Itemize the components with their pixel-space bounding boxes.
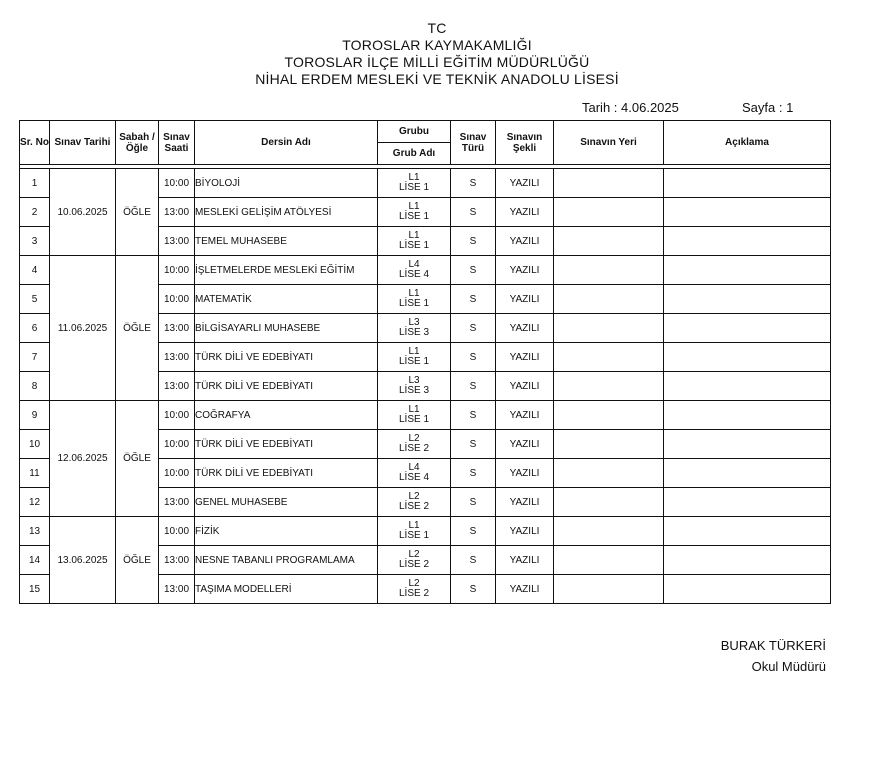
group-cell [378, 314, 451, 343]
exam-type: S [451, 459, 496, 488]
group-code: L2 [408, 491, 420, 502]
course-name: TÜRK DİLİ VE EDEBİYATI [195, 430, 378, 459]
exam-type: S [451, 198, 496, 227]
exam-place [554, 517, 664, 546]
exam-date: 11.06.2025 [50, 256, 116, 401]
group-name: LİSE 4 [398, 472, 430, 483]
exam-form: YAZILI [496, 198, 554, 227]
document-header [0, 20, 874, 88]
exam-form: YAZILI [496, 430, 554, 459]
group-cell [378, 227, 451, 256]
exam-place [554, 430, 664, 459]
exam-form: YAZILI [496, 227, 554, 256]
row-number: 12 [20, 488, 50, 517]
exam-type: S [451, 488, 496, 517]
exam-place [554, 488, 664, 517]
group-code: L1 [408, 172, 420, 183]
exam-type: S [451, 546, 496, 575]
group-name: LİSE 4 [398, 269, 430, 280]
group-name: LİSE 2 [398, 588, 430, 599]
group-code: L2 [408, 578, 420, 589]
group-cell [378, 488, 451, 517]
exam-type: S [451, 372, 496, 401]
course-name: MESLEKİ GELİŞİM ATÖLYESİ [195, 198, 378, 227]
date-field [582, 100, 679, 115]
course-name: TÜRK DİLİ VE EDEBİYATI [195, 459, 378, 488]
row-number: 1 [20, 169, 50, 198]
group-code: L1 [408, 288, 420, 299]
exam-place [554, 546, 664, 575]
exam-time: 13:00 [159, 546, 195, 575]
exam-note [664, 314, 831, 343]
group-cell [378, 546, 451, 575]
exam-place [554, 575, 664, 604]
group-cell [378, 575, 451, 604]
exam-place [554, 227, 664, 256]
exam-type: S [451, 169, 496, 198]
group-name: LİSE 3 [398, 385, 430, 396]
group-name: LİSE 1 [398, 182, 430, 193]
row-number: 3 [20, 227, 50, 256]
exam-session: ÖĞLE [116, 256, 159, 401]
group-code: L1 [408, 230, 420, 241]
header-sr-no: Sr. No [20, 121, 50, 165]
exam-form: YAZILI [496, 575, 554, 604]
group-code: L3 [408, 375, 420, 386]
header-grub-adi: Grub Adı [378, 143, 451, 165]
exam-note [664, 343, 831, 372]
group-code: L1 [408, 201, 420, 212]
header-line-tc: TC [427, 20, 447, 36]
group-cell [378, 256, 451, 285]
group-code: L1 [408, 520, 420, 531]
exam-session: ÖĞLE [116, 169, 159, 256]
course-name: TÜRK DİLİ VE EDEBİYATI [195, 372, 378, 401]
exam-form: YAZILI [496, 488, 554, 517]
page-label: Sayfa : [742, 100, 783, 115]
exam-note [664, 459, 831, 488]
date-value: 4.06.2025 [621, 100, 679, 115]
row-number: 9 [20, 401, 50, 430]
row-number: 8 [20, 372, 50, 401]
exam-time: 10:00 [159, 430, 195, 459]
group-name: LİSE 1 [398, 356, 430, 367]
header-sinavin-sekli: Sınavın Şekli [496, 121, 554, 165]
row-number: 10 [20, 430, 50, 459]
table-row [20, 401, 831, 430]
exam-place [554, 459, 664, 488]
course-name: BİYOLOJİ [195, 169, 378, 198]
exam-time: 10:00 [159, 517, 195, 546]
header-line-kaymakamlik: TOROSLAR KAYMAKAMLIĞI [342, 37, 532, 53]
header-sinav-tarihi: Sınav Tarihi [50, 121, 116, 165]
exam-place [554, 401, 664, 430]
exam-date: 10.06.2025 [50, 169, 116, 256]
course-name: MATEMATİK [195, 285, 378, 314]
course-name: İŞLETMELERDE MESLEKİ EĞİTİM [195, 256, 378, 285]
header-sinavin-yeri: Sınavın Yeri [554, 121, 664, 165]
group-cell [378, 169, 451, 198]
exam-time: 13:00 [159, 575, 195, 604]
group-code: L3 [408, 317, 420, 328]
exam-note [664, 575, 831, 604]
group-code: L2 [408, 433, 420, 444]
group-cell [378, 430, 451, 459]
exam-place [554, 314, 664, 343]
row-number: 5 [20, 285, 50, 314]
group-name: LİSE 2 [398, 443, 430, 454]
exam-form: YAZILI [496, 546, 554, 575]
exam-rows [20, 165, 831, 604]
exam-form: YAZILI [496, 285, 554, 314]
course-name: TAŞIMA MODELLERİ [195, 575, 378, 604]
group-code: L1 [408, 346, 420, 357]
exam-time: 13:00 [159, 488, 195, 517]
course-name: BİLGİSAYARLI MUHASEBE [195, 314, 378, 343]
group-cell [378, 285, 451, 314]
page-field [742, 100, 793, 115]
group-cell [378, 343, 451, 372]
table-row [20, 256, 831, 285]
group-name: LİSE 2 [398, 501, 430, 512]
group-cell [378, 372, 451, 401]
header-line-school: NİHAL ERDEM MESLEKİ VE TEKNİK ANADOLU LİSESİ [255, 71, 619, 87]
exam-note [664, 227, 831, 256]
exam-type: S [451, 285, 496, 314]
exam-place [554, 198, 664, 227]
table-row [20, 517, 831, 546]
row-number: 7 [20, 343, 50, 372]
exam-place [554, 343, 664, 372]
exam-note [664, 198, 831, 227]
group-cell [378, 198, 451, 227]
group-code: L1 [408, 404, 420, 415]
exam-note [664, 517, 831, 546]
header-dersin-adi: Dersin Adı [195, 121, 378, 165]
exam-type: S [451, 227, 496, 256]
exam-time: 13:00 [159, 343, 195, 372]
exam-form: YAZILI [496, 517, 554, 546]
page-value: 1 [786, 100, 794, 115]
exam-type: S [451, 430, 496, 459]
course-name: COĞRAFYA [195, 401, 378, 430]
exam-time: 10:00 [159, 401, 195, 430]
exam-time: 10:00 [159, 169, 195, 198]
group-name: LİSE 2 [398, 559, 430, 570]
exam-form: YAZILI [496, 459, 554, 488]
group-name: LİSE 1 [398, 530, 430, 541]
header-aciklama: Açıklama [664, 121, 831, 165]
row-number: 15 [20, 575, 50, 604]
group-cell [378, 401, 451, 430]
exam-place [554, 256, 664, 285]
exam-time: 10:00 [159, 285, 195, 314]
exam-time: 13:00 [159, 227, 195, 256]
exam-time: 10:00 [159, 256, 195, 285]
exam-type: S [451, 517, 496, 546]
exam-note [664, 285, 831, 314]
exam-time: 13:00 [159, 314, 195, 343]
signatory-title: Okul Müdürü [751, 659, 826, 674]
table-row [20, 169, 831, 198]
exam-type: S [451, 256, 496, 285]
group-cell [378, 459, 451, 488]
group-cell [378, 517, 451, 546]
group-name: LİSE 1 [398, 211, 430, 222]
group-code: L4 [408, 462, 420, 473]
row-number: 13 [20, 517, 50, 546]
header-sinav-turu: Sınav Türü [451, 121, 496, 165]
exam-note [664, 372, 831, 401]
exam-date: 12.06.2025 [50, 401, 116, 517]
exam-type: S [451, 314, 496, 343]
exam-session: ÖĞLE [116, 401, 159, 517]
exam-note [664, 401, 831, 430]
exam-note [664, 430, 831, 459]
exam-date: 13.06.2025 [50, 517, 116, 604]
exam-form: YAZILI [496, 372, 554, 401]
header-sabah-ogle: Sabah / Öğle [116, 121, 159, 165]
exam-time: 13:00 [159, 372, 195, 401]
exam-note [664, 169, 831, 198]
exam-session: ÖĞLE [116, 517, 159, 604]
course-name: TEMEL MUHASEBE [195, 227, 378, 256]
course-name: GENEL MUHASEBE [195, 488, 378, 517]
exam-form: YAZILI [496, 169, 554, 198]
exam-schedule-table [19, 120, 831, 604]
exam-type: S [451, 575, 496, 604]
exam-form: YAZILI [496, 314, 554, 343]
exam-note [664, 488, 831, 517]
exam-time: 10:00 [159, 459, 195, 488]
course-name: FİZİK [195, 517, 378, 546]
exam-place [554, 285, 664, 314]
signatory-name: BURAK TÜRKERİ [720, 638, 826, 653]
exam-note [664, 546, 831, 575]
exam-form: YAZILI [496, 343, 554, 372]
course-name: NESNE TABANLI PROGRAMLAMA [195, 546, 378, 575]
group-name: LİSE 1 [398, 298, 430, 309]
header-grubu: Grubu [378, 121, 451, 143]
group-code: L2 [408, 549, 420, 560]
exam-place [554, 169, 664, 198]
group-name: LİSE 1 [398, 414, 430, 425]
exam-type: S [451, 343, 496, 372]
header-line-mudurluk: TOROSLAR İLÇE MİLLİ EĞİTİM MÜDÜRLÜĞÜ [284, 54, 590, 70]
group-code: L4 [408, 259, 420, 270]
row-number: 11 [20, 459, 50, 488]
exam-time: 13:00 [159, 198, 195, 227]
exam-place [554, 372, 664, 401]
course-name: TÜRK DİLİ VE EDEBİYATI [195, 343, 378, 372]
header-sinav-saati: Sınav Saati [159, 121, 195, 165]
row-number: 2 [20, 198, 50, 227]
date-label: Tarih : [582, 100, 618, 115]
exam-type: S [451, 401, 496, 430]
row-number: 14 [20, 546, 50, 575]
exam-form: YAZILI [496, 256, 554, 285]
exam-form: YAZILI [496, 401, 554, 430]
row-number: 6 [20, 314, 50, 343]
exam-note [664, 256, 831, 285]
group-name: LİSE 1 [398, 240, 430, 251]
group-name: LİSE 3 [398, 327, 430, 338]
row-number: 4 [20, 256, 50, 285]
